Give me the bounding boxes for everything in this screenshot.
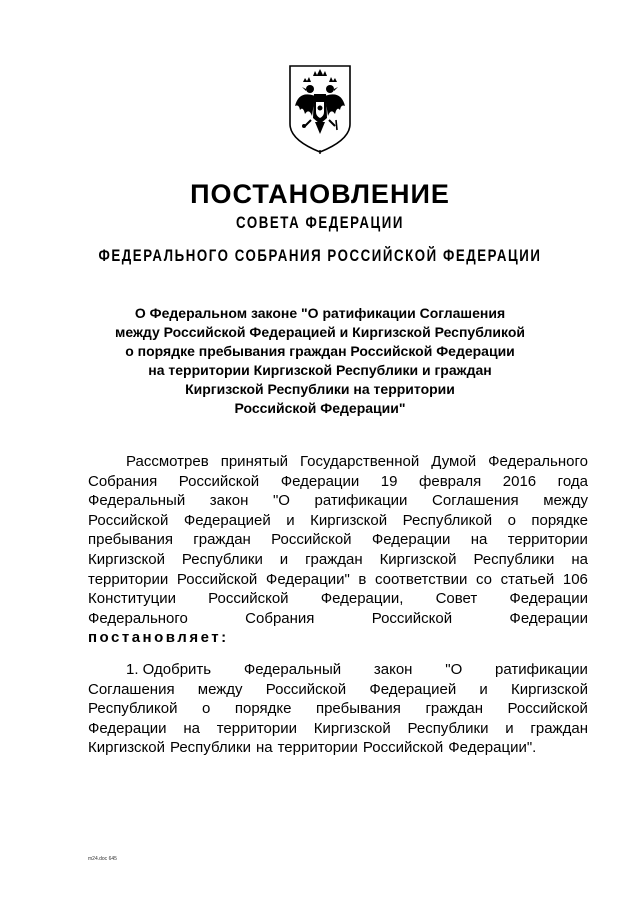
preamble-paragraph: [88, 452, 588, 648]
word: порядке: [234, 700, 292, 718]
word: Рассмотрев: [126, 453, 209, 470]
text-line: [88, 472, 588, 492]
word: 1. Одобрить: [126, 661, 212, 678]
text-line: [88, 589, 588, 609]
text-line: [88, 570, 588, 590]
word: порядке: [531, 511, 588, 529]
text-line: [88, 719, 588, 739]
word: и: [479, 680, 488, 698]
word: закон: [373, 661, 413, 678]
word: Собрания: [245, 609, 315, 627]
word: пребывания: [88, 531, 173, 549]
word: пребывания: [315, 700, 401, 718]
word: о: [507, 511, 516, 529]
word: Республики: [473, 550, 555, 568]
word: со: [475, 570, 492, 588]
word: Федерации,: [320, 590, 404, 608]
word: Федеральный: [88, 492, 186, 510]
word: Республики: [181, 550, 263, 568]
word: Федеральный: [243, 661, 342, 678]
word: на: [183, 719, 200, 737]
word: между: [197, 680, 243, 698]
word: Конституции: [88, 590, 177, 608]
word: Соглашения: [88, 680, 175, 698]
word: 19: [380, 472, 398, 490]
word: территории: [216, 719, 297, 737]
word: Собрания: [88, 472, 158, 490]
subject-line: Киргизской Республики на территории: [185, 381, 455, 397]
resolution-line: [88, 628, 588, 648]
word: Федерации: [371, 531, 451, 549]
word: граждан: [193, 531, 251, 549]
subject-line: на территории Киргизской Республики и граждан: [148, 362, 492, 378]
issuer-line-2: ФЕДЕРАЛЬНОГО СОБРАНИЯ РОССИЙСКОЙ ФЕДЕРАЦИИ: [98, 246, 542, 265]
word: и: [286, 511, 295, 529]
russian-coat-of-arms-icon: [285, 62, 355, 154]
word: Республикой: [402, 511, 493, 529]
word: Федерации": [265, 570, 350, 588]
word: Соглашения: [432, 492, 519, 510]
word: в: [358, 570, 367, 588]
word: Федерацией: [183, 511, 271, 529]
word: закон: [209, 492, 249, 510]
issuer-line-1: СОВЕТА ФЕДЕРАЦИИ: [236, 213, 404, 232]
word: принятый: [220, 453, 288, 470]
word: Республики: [407, 719, 489, 737]
word: Федерации".: [448, 739, 537, 757]
resolution-word: постановляет:: [88, 629, 229, 647]
subject-line: между Российской Федерацией и Киргизской Республикой: [115, 324, 525, 340]
word: граждан: [530, 719, 588, 737]
word: Федерации: [280, 472, 360, 490]
word: граждан: [425, 700, 484, 718]
word: Российской: [88, 511, 169, 529]
text-line: [88, 699, 588, 719]
word: Киргизской: [510, 680, 588, 698]
word: Федерации: [88, 719, 167, 737]
word: "О: [272, 492, 290, 510]
word: Российской: [362, 739, 444, 757]
word: "О: [445, 661, 463, 678]
word: на: [255, 739, 273, 757]
word: территории: [88, 570, 169, 588]
word: Киргизской: [313, 719, 391, 737]
word: территории: [277, 739, 358, 757]
word: Федерации: [509, 590, 588, 608]
word: Республики: [169, 739, 251, 757]
word: Республикой: [88, 700, 178, 718]
word: 2016: [502, 472, 537, 490]
document-subject: [100, 304, 540, 418]
word: Российской: [178, 472, 260, 490]
word: и: [505, 719, 514, 737]
word: 106: [562, 570, 588, 588]
word: граждан: [305, 550, 363, 568]
word: ратификации: [495, 661, 588, 678]
word: Киргизской: [88, 550, 165, 568]
word: года: [557, 472, 588, 490]
text-line: [88, 660, 588, 680]
word: Думой: [431, 453, 477, 470]
word: Российской: [265, 680, 347, 698]
word: Киргизской: [379, 550, 457, 568]
subject-line: О Федеральном законе "О ратификации Соглашения: [134, 305, 506, 321]
text-line: [88, 550, 588, 570]
word: между: [543, 492, 588, 510]
text-line: [88, 511, 588, 531]
subject-line: о порядке пребывания граждан Российской Федерации: [125, 343, 515, 359]
text-line: [88, 609, 588, 629]
word: Российской: [208, 590, 289, 608]
text-line: [88, 680, 588, 700]
word: на: [470, 531, 488, 549]
word: Федерального: [488, 453, 588, 470]
word: Российской: [271, 531, 352, 549]
word: о: [202, 700, 211, 718]
word: на: [571, 550, 588, 568]
word: и: [279, 550, 289, 568]
word: Российской: [371, 609, 453, 627]
word: Федерации: [509, 609, 588, 627]
word: соответствии: [375, 570, 468, 588]
text-line: [88, 530, 588, 550]
word: февраля: [419, 472, 482, 490]
word: Киргизской: [88, 739, 165, 757]
word: Совет: [435, 590, 478, 608]
text-line: [88, 452, 588, 472]
word: статьей: [500, 570, 555, 588]
text-line: [88, 738, 588, 758]
text-line: [88, 491, 588, 511]
document-code: m24.doc 645: [88, 856, 117, 862]
word: Киргизской: [310, 511, 388, 529]
document-title: ПОСТАНОВЛЕНИЕ: [190, 179, 450, 209]
word: Федерацией: [369, 680, 457, 698]
word: Российской: [507, 700, 588, 718]
word: Российской: [176, 570, 258, 588]
clause-1-paragraph: [88, 660, 588, 758]
word: ратификации: [314, 492, 408, 510]
word: территории: [507, 531, 588, 549]
subject-line: Российской Федерации": [234, 400, 406, 416]
word: Государственной: [300, 453, 420, 470]
word: Федерального: [88, 609, 188, 627]
